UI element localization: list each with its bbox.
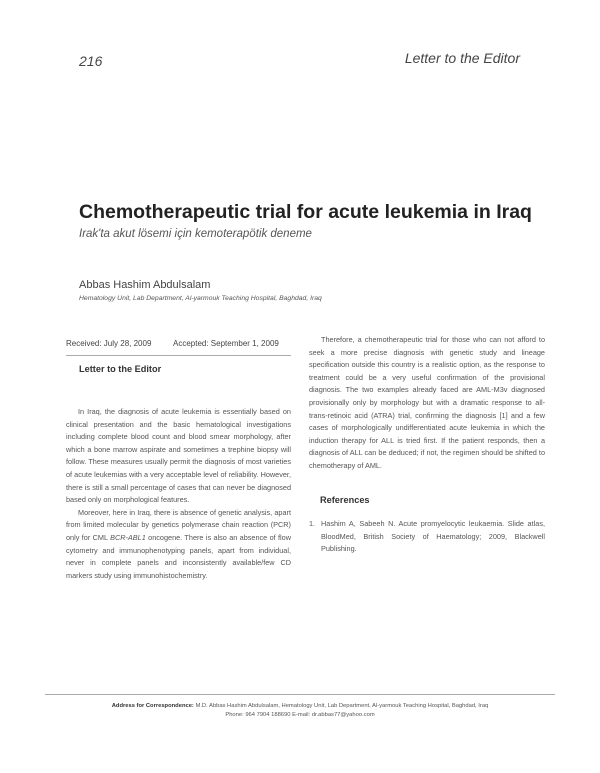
reference-text: Hashim A, Sabeeh N. Acute promyelocytic leukaemia. Slide atlas, BloodMed, British Society of Haematology; 2009, Blackwell Publishing. [321,519,545,554]
article-title: Chemotherapeutic trial for acute leukemia in Iraq [79,201,532,223]
page-number: 216 [79,53,103,69]
references-heading: References [320,495,370,505]
gene-name: BCR-ABL1 [110,532,146,542]
reference-item [309,518,545,556]
body-paragraph-2: Moreover, here in Iraq, there is absence of genetic analysis, apart from limited molecular by genetics polymerase chain reaction (PCR) only for CML BCR-ABL1 oncogene. There is also an absence of flow cytometry and immunophenotyping panels, apart from individual, never in complete panels and inconsistently available/few CD markers study using immunohistochemistry. [66,507,292,580]
article-subtitle: Irak'ta akut lösemi için kemoterapötik deneme [79,228,312,240]
right-column [309,334,545,473]
received-date: Received: July 28, 2009 [66,339,152,348]
author-affiliation: Hematology Unit, Lab Department, Al-yarmouk Teaching Hospital, Baghdad, Iraq [79,295,322,302]
divider [66,355,291,356]
body-paragraph-1: In Iraq, the diagnosis of acute leukemia is essentially based on clinical presentation and the basic hematological investigations including complete blood count and blood smear morphology, after which a bone marrow aspirate and sometimes a trephine biopsy will follow. These measures usually permit the diagnosis of most varieties of acute leukemias with a very acceptable level of reliability. However, there is still a small percentage of cases that can never be diagnosed based only on morphological features. [66,407,291,505]
author-name: Abbas Hashim Abdulsalam [79,279,211,291]
footer-line-2: Phone: 964 7904 188690 E-mail: dr.abbas77@yahoo.com [225,712,375,718]
left-column [66,406,291,582]
body-paragraph-3: Therefore, a chemotherapeutic trial for those who can not afford to seek a more precise diagnosis with genetic study and lineage specification outside this country is a realistic option, as the response to treatment could be a very useful confirmation of the provisional diagnosis. The two examples already faced are AML-M3v diagnosed provisionally only by morphology but with a dramatic response to all-trans-retinoic acid (ATRA) trial, confirming the diagnosis [1] and a few cases of morphologically undifferentiated acute leukemia in which the induction therapy for ALL is tried first. If the patient responds, then a diagnosis of ALL can be deduced; if not, the regimen should be shifted to chemotherapy of AML. [309,335,545,470]
accepted-date: Accepted: September 1, 2009 [173,339,279,348]
footer-label: Address for Correspondence: [111,703,194,709]
correspondence-footer [45,702,555,720]
running-header-section: Letter to the Editor [404,50,520,66]
footer-divider [45,694,555,695]
reference-number: 1. [309,519,316,528]
section-heading-letter: Letter to the Editor [79,364,162,374]
footer-line-1: Address for Correspondence: M.D. Abbas Hashim Abdulsalam, Hematology Unit, Lab Department, Al-yarmouk Teaching Hospital, Baghdad, Iraq [111,703,489,709]
article-dates [66,339,291,348]
